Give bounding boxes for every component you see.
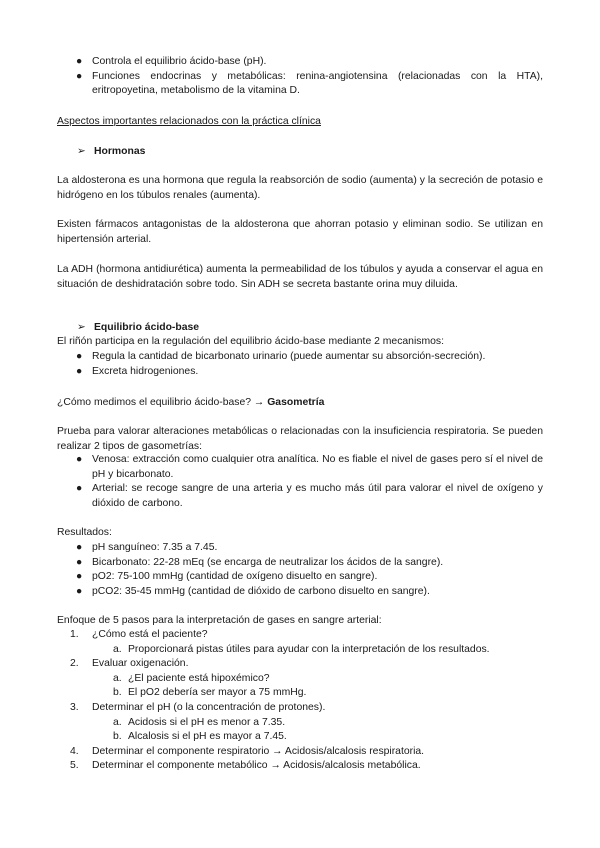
- bullet-icon: ●: [76, 454, 83, 465]
- list-item: ● Controla el equilibrio ácido-base (pH).: [57, 55, 543, 70]
- list-item: ● Venosa: extracción como cualquier otra analítica. No es fiable el nivel de gases pero sí el nivel de pH y bicarbonato.: [76, 454, 543, 480]
- heading-hormonas: ➢ Hormonas: [57, 145, 580, 160]
- list-item: ● Bicarbonato: 22-28 mEq (se encarga de neutralizar los ácidos de la sangre).: [57, 556, 543, 571]
- paragraph-adh: La ADH (hormona antidiurética) aumenta la permeabilidad de los túbulos y ayuda a conservar el agua en situación de deshidratación sobre todo. Sin ADH se secreta bastante orina muy diluida.: [57, 264, 543, 290]
- list-item: ● pO2: 75-100 mmHg (cantidad de oxígeno disuelto en sangre).: [57, 570, 543, 585]
- list-item: ● pH sanguíneo: 7.35 a 7.45.: [57, 541, 543, 556]
- list-item: ● Regula la cantidad de bicarbonato urinario (puede aumentar su absorción-secreción).: [57, 350, 543, 365]
- list-item: ● Arterial: se recoge sangre de una arteria y es mucho más útil para valorar el nivel de oxígeno y dióxido de carbono.: [76, 483, 543, 509]
- list-item: 5. Determinar el componente metabólico → Acidosis/alcalosis metabólica.: [70, 760, 421, 772]
- heading-acido-base: ➢ Equilibrio ácido-base: [57, 321, 580, 336]
- section-title: Aspectos importantes relacionados con la práctica clínica: [57, 116, 321, 127]
- resultados-title: Resultados:: [57, 527, 112, 538]
- mecanismos-list: [57, 350, 543, 379]
- list-item: ● Excreta hidrogeniones.: [57, 365, 543, 380]
- arrow-icon: ➢: [77, 321, 86, 333]
- bullet-icon: ●: [76, 365, 83, 377]
- paragraph-antagonistas: Existen fármacos antagonistas de la aldosterona que ahorran potasio y eliminan sodio. Se utilizan en hipertensión arterial.: [57, 219, 543, 245]
- bullet-icon: ●: [76, 585, 83, 597]
- list-item: 4. Determinar el componente respiratorio → Acidosis/alcalosis respiratoria.: [70, 745, 425, 757]
- bullet-icon: ●: [76, 56, 83, 67]
- list-item: 3. Determinar el pH (o la concentración de protones). a. Acidosis si el pH es menor a 7.35. b. Alcalosis si el pH es mayor a 7.45.: [70, 701, 326, 743]
- list-item: 1. ¿Cómo está el paciente? a. Proporcionará pistas útiles para ayudar con la interpretación de los resultados.: [70, 629, 490, 655]
- arrow-icon: ➢: [77, 146, 86, 157]
- list-item: 2. Evaluar oxigenación. a. ¿El paciente está hipoxémico? b. El pO2 debería ser mayor a 75 mmHg.: [70, 658, 307, 699]
- paragraph-rinon: El riñón participa en la regulación del equilibrio ácido-base mediante 2 mecanismos:: [57, 336, 444, 347]
- list-item: ● Funciones endocrinas y metabólicas: renina-angiotensina (relacionadas con la HTA), eritropoyetina, metabolismo de la vitamina D.: [76, 70, 543, 97]
- paragraph-aldosterona: La aldosterona es una hormona que regula la reabsorción de sodio (aumenta) y la secreción de potasio e hidrógeno en los túbulos renales (aumenta).: [57, 175, 543, 201]
- list-item: ● pCO2: 35-45 mmHg (cantidad de dióxido de carbono disuelto en sangre).: [57, 585, 543, 600]
- bullet-icon: ●: [76, 483, 83, 495]
- bullet-icon: ●: [76, 571, 83, 583]
- resultados-list: [57, 541, 543, 599]
- question-line: ¿Cómo medimos el equilibrio ácido-base? → Gasometría: [57, 397, 325, 408]
- bullet-icon: ●: [76, 542, 83, 553]
- bullet-icon: ●: [76, 351, 83, 362]
- enfoque-title: Enfoque de 5 pasos para la interpretación de gases en sangre arterial:: [57, 615, 382, 626]
- enfoque-list: [57, 628, 543, 774]
- top-bullet-list: [57, 55, 543, 99]
- paragraph-prueba: Prueba para valorar alteraciones metabólicas o relacionadas con la insuficiencia respiratoria. Se pueden realizar 2 tipos de gasometrías:: [57, 426, 543, 452]
- bullet-icon: ●: [76, 556, 83, 568]
- gasometrias-list: [57, 453, 543, 511]
- bullet-icon: ●: [76, 70, 83, 82]
